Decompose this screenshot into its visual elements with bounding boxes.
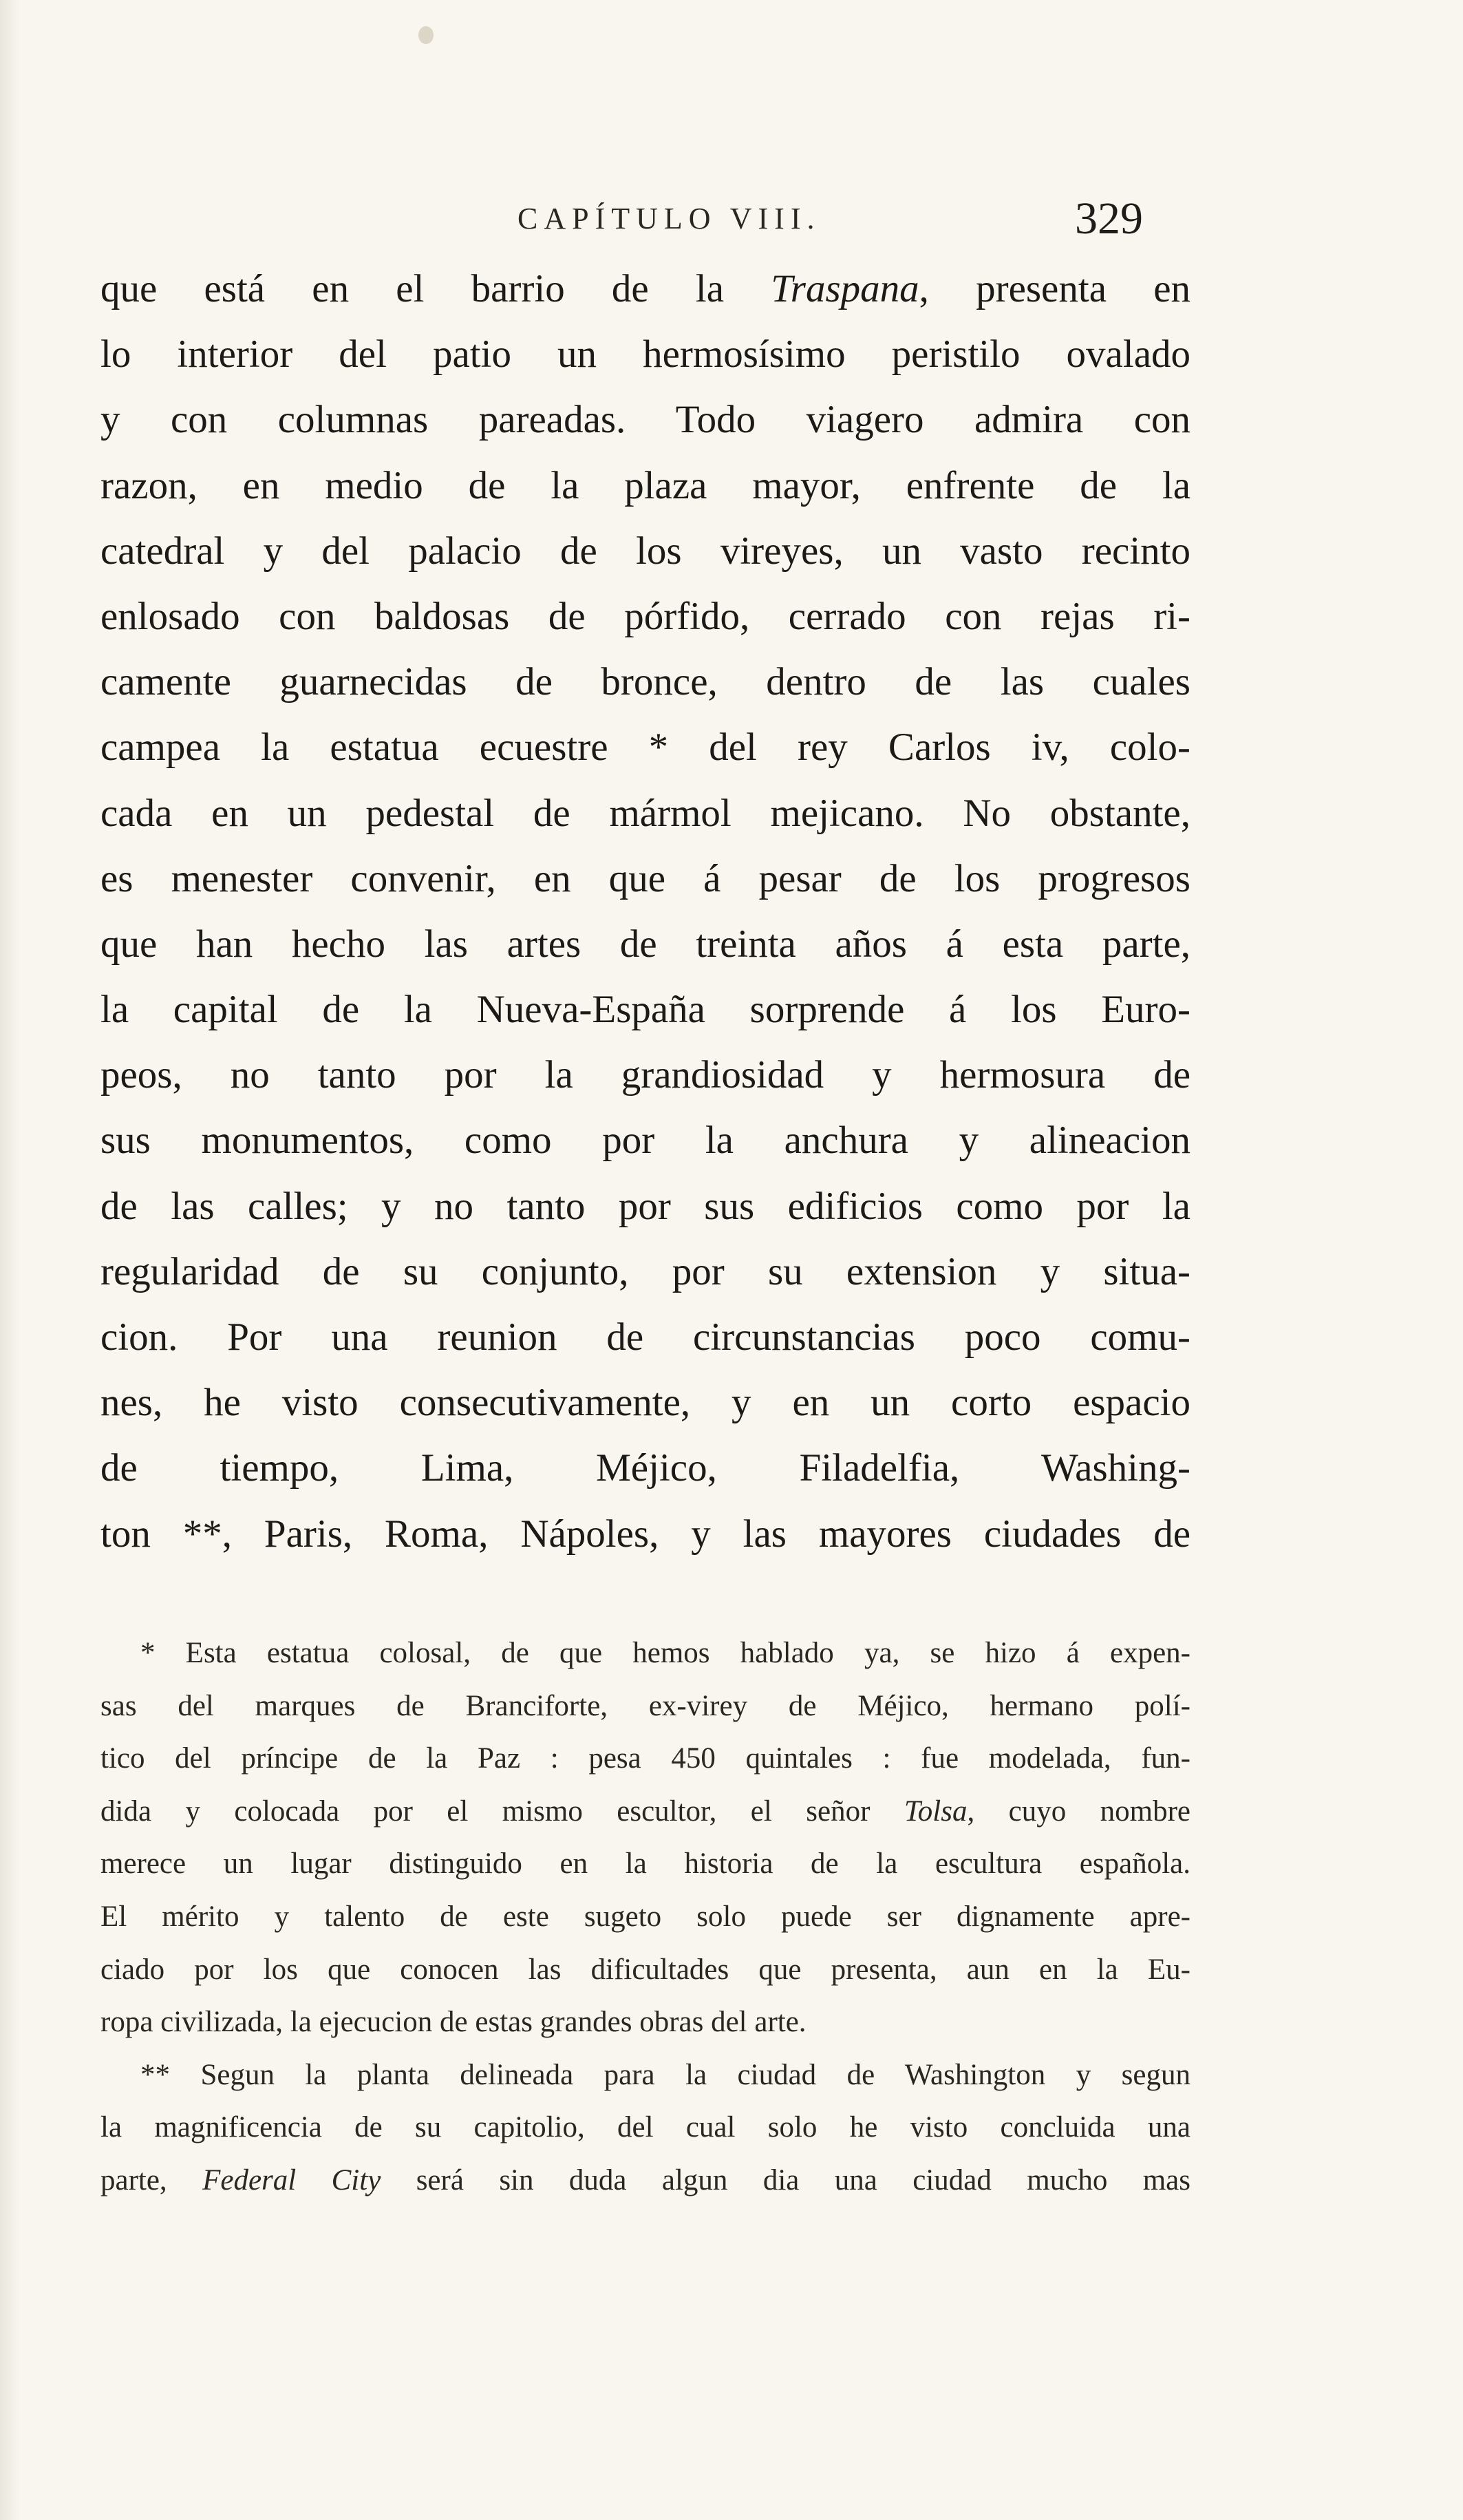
main-text: [100, 256, 1190, 1567]
footnote-line: tico del príncipe de la Paz : pesa 450 quintales : fue modelada, fun-: [100, 1742, 1190, 1775]
text-line: cada en un pedestal de mármol mejicano. No obstante,: [100, 791, 1190, 835]
text-line: enlosado con baldosas de pórfido, cerrado con rejas ri-: [100, 594, 1190, 638]
text-line: camente guarnecidas de bronce, dentro de las cuales: [100, 660, 1190, 704]
footnote-line: El mérito y talento de este sugeto solo puede ser dignamente apre-: [100, 1900, 1190, 1933]
footnote-line: la magnificencia de su capitolio, del cual solo he visto concluida una: [100, 2111, 1190, 2144]
page-number: 329: [1075, 193, 1143, 244]
chapter-title: CAPÍTULO VIII.: [517, 202, 821, 235]
text-line: regularidad de su conjunto, por su extension y situa-: [100, 1249, 1190, 1293]
text-line: de las calles; y no tanto por sus edificios como por la: [100, 1184, 1190, 1228]
footnote-line: * Esta estatua colosal, de que hemos hablado ya, se hizo á expen-: [140, 1637, 1190, 1669]
text-line: que han hecho las artes de treinta años á esta parte,: [100, 922, 1190, 966]
text-line: catedral y del palacio de los vireyes, un vasto recinto: [100, 529, 1190, 573]
page-edge-shadow: [0, 0, 21, 2520]
footnotes: [100, 1627, 1190, 2207]
text-line: lo interior del patio un hermosísimo peristilo ovalado: [100, 332, 1190, 377]
footnote-line: merece un lugar distinguido en la historia de la escultura española.: [100, 1847, 1190, 1881]
footnote-line: dida y colocada por el mismo escultor, el señor Tolsa, cuyo nombre: [100, 1794, 1190, 1828]
text-line: peos, no tanto por la grandiosidad y hermosura de: [100, 1053, 1190, 1097]
text-line: razon, en medio de la plaza mayor, enfrente de la: [100, 463, 1190, 507]
text-line: la capital de la Nueva-España sorprende á los Euro-: [100, 988, 1190, 1032]
footnote-line: sas del marques de Branciforte, ex-virey de Méjico, hermano polí-: [100, 1689, 1190, 1722]
text-line: y con columnas pareadas. Todo viagero admira con: [100, 398, 1190, 442]
text-line: nes, he visto consecutivamente, y en un corto espacio: [100, 1381, 1190, 1425]
text-line: ton **, Paris, Roma, Nápoles, y las mayores ciudades de: [100, 1512, 1190, 1556]
text-line: cion. Por una reunion de circunstancias poco comu-: [100, 1315, 1190, 1359]
footnote-line: parte, Federal City será sin duda algun dia una ciudad mucho mas: [100, 2163, 1190, 2196]
footnote-line: ciado por los que conocen las dificultades que presenta, aun en la Eu-: [100, 1953, 1190, 1986]
text-line: que está en el barrio de la Traspana, presenta en: [100, 267, 1190, 310]
running-head: [0, 193, 1463, 248]
text-line: sus monumentos, como por la anchura y alineacion: [100, 1119, 1190, 1163]
paper-speck: [418, 26, 434, 44]
footnote-line: ropa civilizada, la ejecucion de estas grandes obras del arte.: [100, 2006, 807, 2039]
text-line: de tiempo, Lima, Méjico, Filadelfia, Washing-: [100, 1446, 1190, 1490]
text-line: es menester convenir, en que á pesar de los progresos: [100, 856, 1190, 900]
text-line: campea la estatua ecuestre * del rey Carlos iv, colo-: [100, 726, 1190, 770]
footnote-line: ** Segun la planta delineada para la ciudad de Washington y segun: [140, 2058, 1190, 2091]
